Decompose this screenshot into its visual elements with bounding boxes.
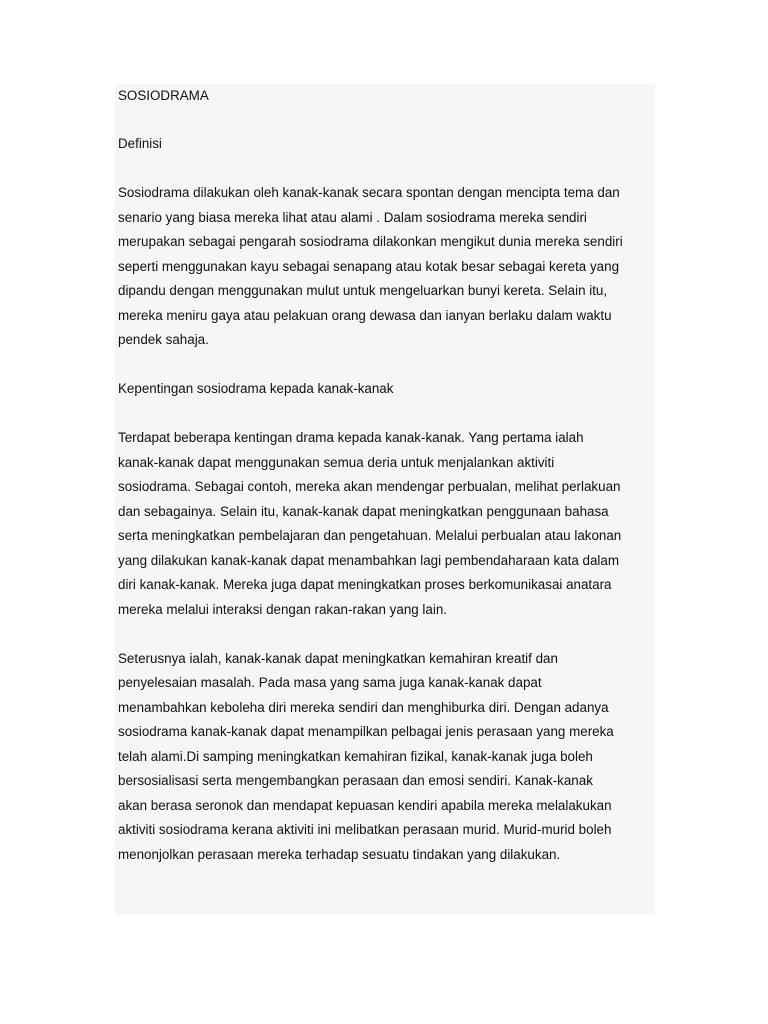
paragraph-line: yang dilakukan kanak-kanak dapat menambahkan lagi pembendaharaan kata dalam xyxy=(118,552,619,568)
paragraph-line: seperti menggunakan kayu sebagai senapang atau kotak besar sebagai kereta yang xyxy=(118,258,620,274)
paragraph-line: Seterusnya ialah, kanak-kanak dapat meningkatkan kemahiran kreatif dan xyxy=(118,650,558,666)
paragraph-line: mereka melalui interaksi dengan rakan-rakan yang lain. xyxy=(118,601,447,617)
paragraph-line: telah alami.Di samping meningkatkan kemahiran fizikal, kanak-kanak juga boleh xyxy=(118,748,593,764)
paragraph-kepentingan-2 xyxy=(118,647,655,868)
paragraph-line: kanak-kanak dapat menggunakan semua deria untuk menjalankan aktiviti xyxy=(118,454,555,470)
paragraph-line: mereka meniru gaya atau pelakuan orang dewasa dan ianyan berlaku dalam waktu xyxy=(118,307,612,323)
paragraph-line: bersosialisasi serta mengembangkan perasaan dan emosi sendiri. Kanak-kanak xyxy=(118,773,593,788)
paragraph-line: akan berasa seronok dan mendapat kepuasan kendiri apabila mereka melalakukan xyxy=(118,797,612,813)
spacer xyxy=(118,157,655,182)
paragraph-kepentingan-1 xyxy=(118,426,655,622)
paragraph-line: penyelesaian masalah. Pada masa yang sama juga kanak-kanak dapat xyxy=(118,675,542,690)
paragraph-line: diri kanak-kanak. Mereka juga dapat meningkatkan proses berkomunikasai anatara xyxy=(118,577,612,592)
paragraph-line: aktiviti sosiodrama kerana aktiviti ini melibatkan perasaan murid. Murid-murid boleh xyxy=(118,822,612,837)
paragraph-line: menonjolkan perasaan mereka terhadap sesuatu tindakan yang dilakukan. xyxy=(118,846,561,862)
document-text-area xyxy=(115,84,655,915)
paragraph-line: menambahkan keboleha diri mereka sendiri dan menghiburka diri. Dengan adanya xyxy=(118,699,609,715)
document-title: SOSIODRAMA xyxy=(118,88,209,103)
heading-kepentingan: Kepentingan sosiodrama kepada kanak-kanak xyxy=(118,381,394,396)
paragraph-line: sosiodrama kanak-kanak dapat menampilkan pelbagai jenis perasaan yang mereka xyxy=(118,724,614,739)
paragraph-line: merupakan sebagai pengarah sosiodrama dilakonkan mengikut dunia mereka sendiri xyxy=(118,234,623,249)
paragraph-line: pendek sahaja. xyxy=(118,332,209,347)
spacer xyxy=(118,106,655,132)
spacer xyxy=(118,353,655,378)
paragraph-definisi xyxy=(118,181,655,353)
paragraph-line: Sosiodrama dilakukan oleh kanak-kanak secara spontan dengan mencipta tema dan xyxy=(118,185,620,200)
spacer xyxy=(118,622,655,647)
paragraph-line: Terdapat beberapa kentingan drama kepada kanak-kanak. Yang pertama ialah xyxy=(118,430,584,445)
paragraph-line: sosiodrama. Sebagai contoh, mereka akan mendengar perbualan, melihat perlakuan xyxy=(118,479,621,494)
paragraph-line: dipandu dengan menggunakan mulut untuk mengeluarkan bunyi kereta. Selain itu, xyxy=(118,283,608,298)
heading-definisi: Definisi xyxy=(118,136,162,151)
paragraph-line: dan sebagainya. Selain itu, kanak-kanak dapat meningkatkan penggunaan bahasa xyxy=(118,503,609,519)
spacer xyxy=(118,402,655,427)
paragraph-line: serta meningkatkan pembelajaran dan pengetahuan. Melalui perbualan atau lakonan xyxy=(118,528,622,543)
paragraph-line: senario yang biasa mereka lihat atau alami . Dalam sosiodrama mereka sendiri xyxy=(118,209,587,225)
